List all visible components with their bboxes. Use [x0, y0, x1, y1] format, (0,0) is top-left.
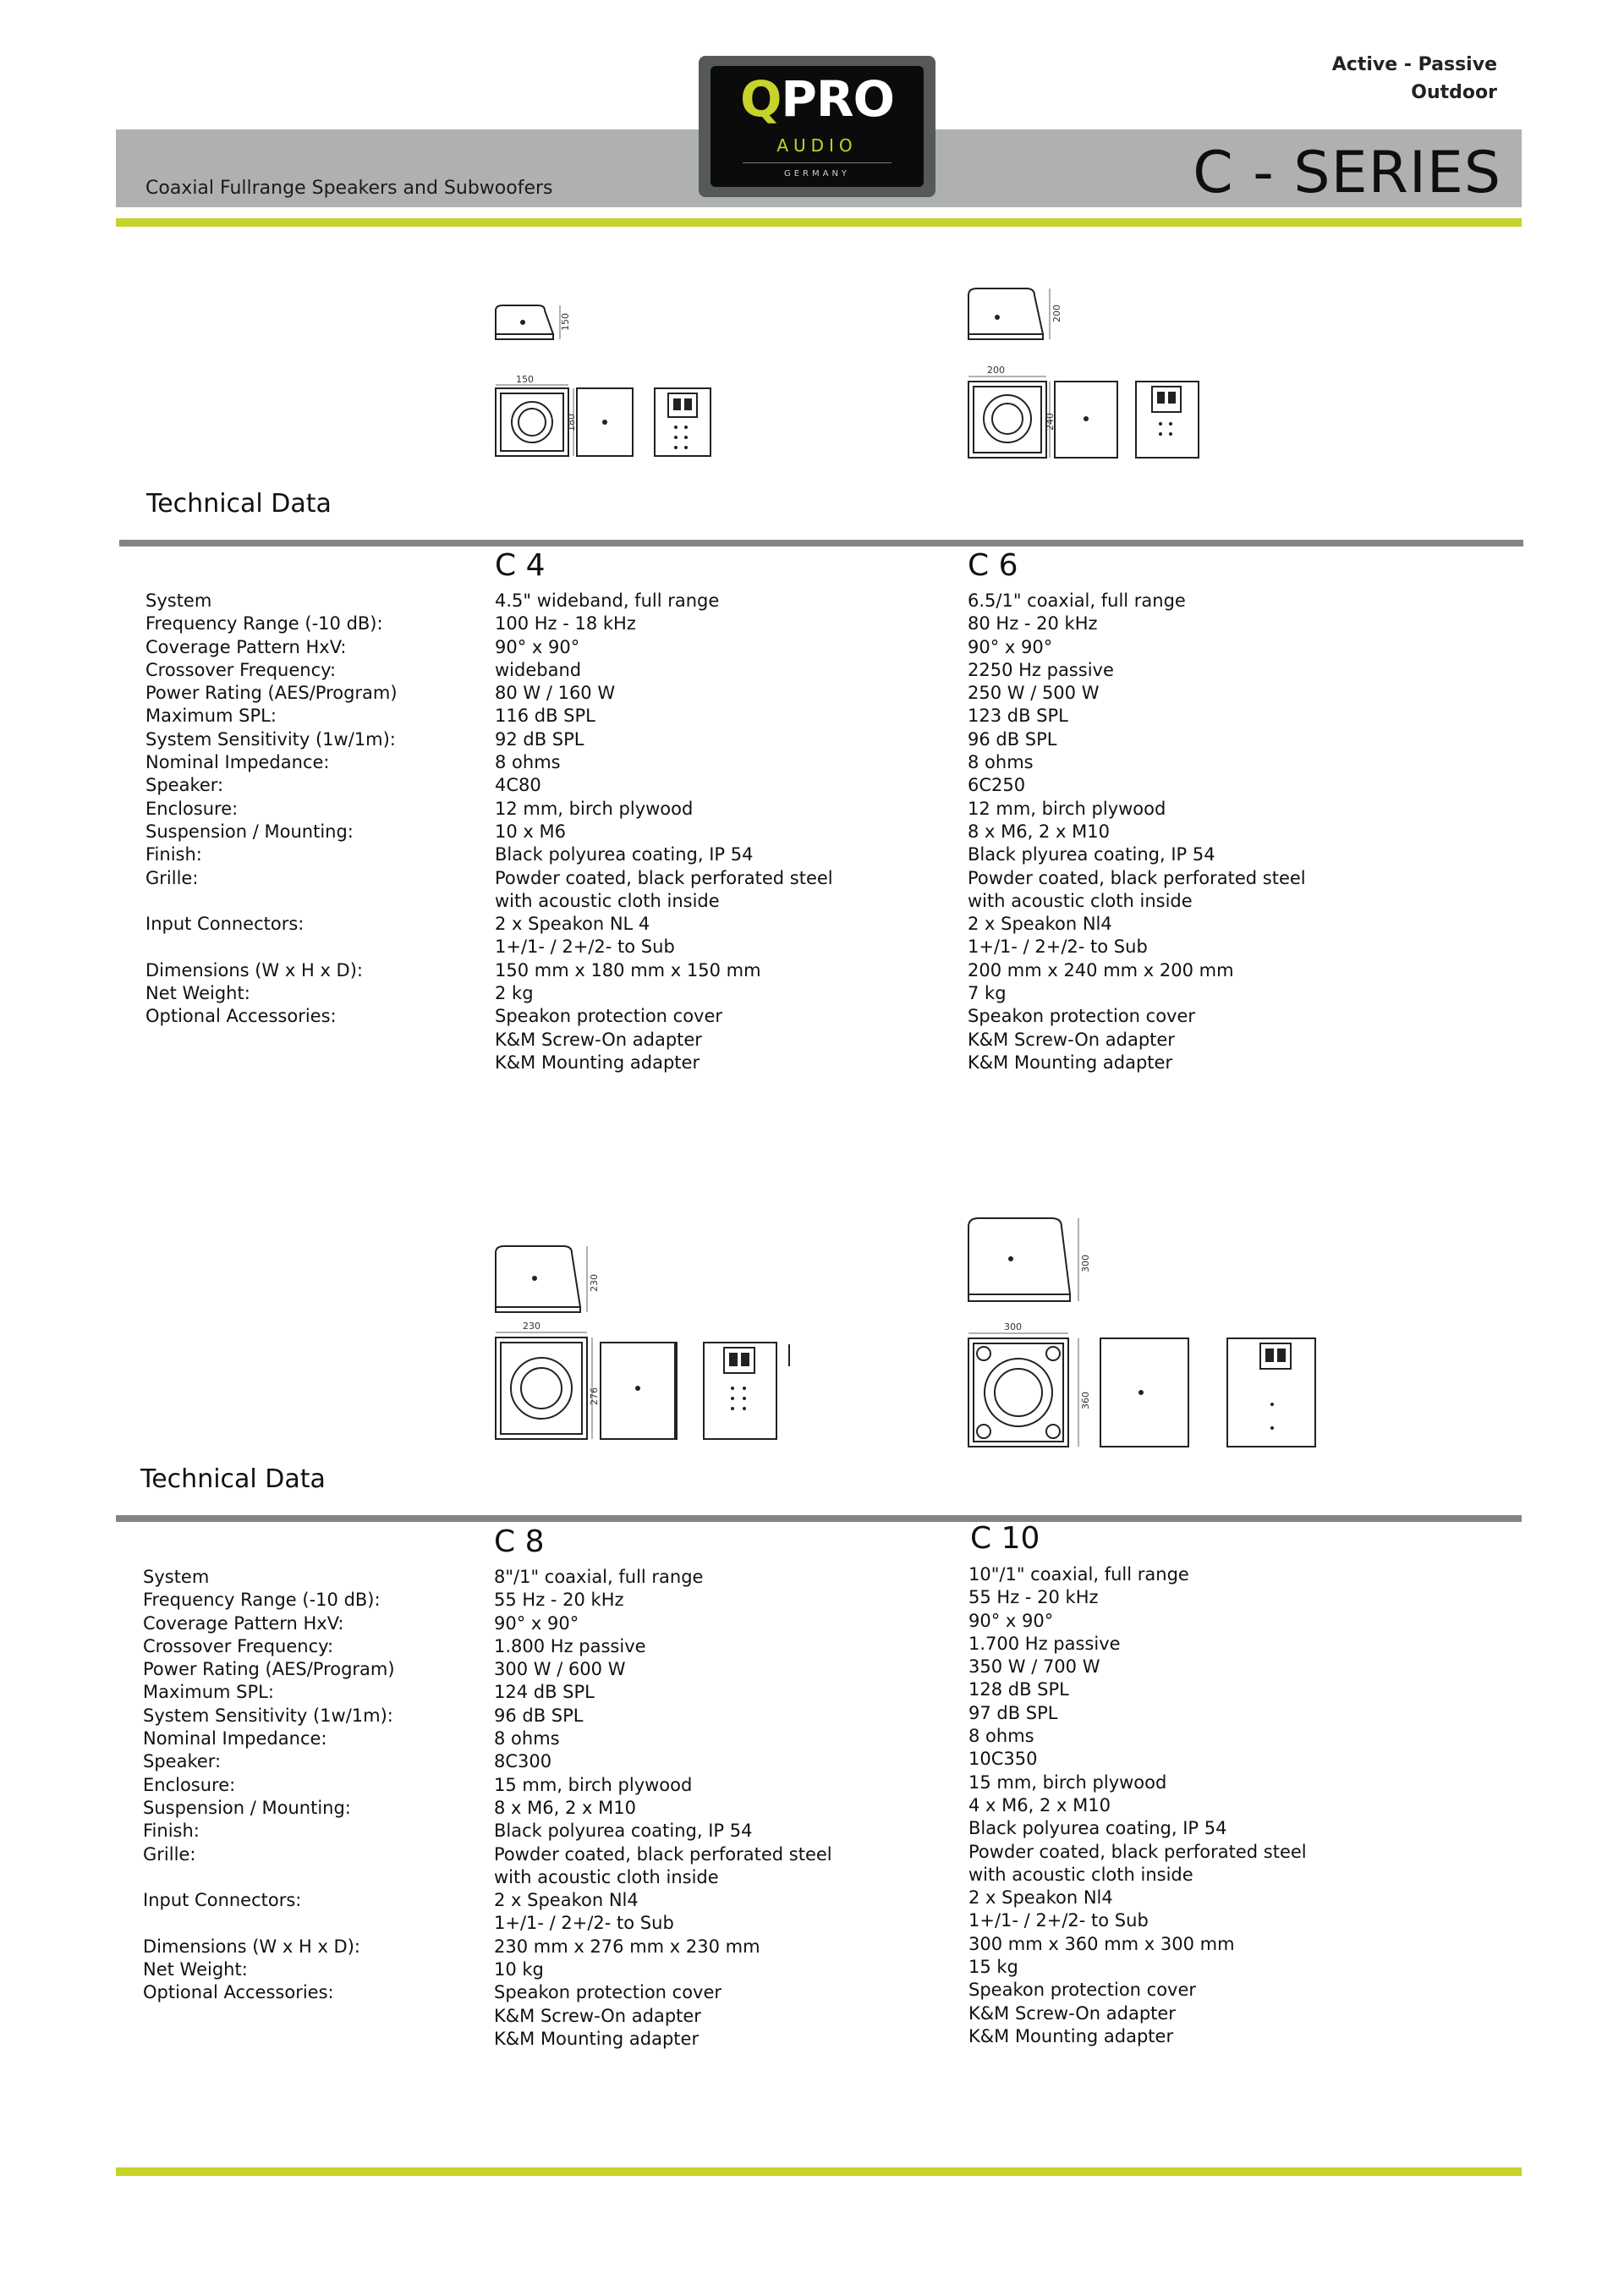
qpro-audio-logo [699, 56, 935, 197]
spec-label: Suspension / Mounting: [145, 821, 354, 842]
c6-dimension-drawing [962, 283, 1215, 461]
logo-q: Q [740, 70, 782, 128]
spec-value: 300 mm x 360 mm x 300 mm [968, 1933, 1235, 1954]
spec-value: wideband [495, 659, 582, 680]
spec-value: 97 dB SPL [968, 1702, 1058, 1723]
spec-value: Powder coated, black perforated steel [968, 1841, 1307, 1862]
spec-value: 80 Hz - 20 kHz [968, 613, 1098, 634]
spec-label [143, 1866, 395, 1889]
spec-label: Net Weight: [143, 1959, 248, 1980]
spec-label: Dimensions (W x H x D): [145, 959, 363, 980]
spec-value: 8 x M6, 2 x M10 [494, 1797, 636, 1818]
spec-value: 2 x Speakon Nl4 [968, 1887, 1113, 1909]
spec-value: 8 ohms [494, 1728, 560, 1749]
c8-dimension-drawing [489, 1239, 810, 1442]
c4-height-label: 180 [566, 414, 577, 431]
spec-value: Speakon protection cover [968, 1006, 1196, 1027]
spec-label: Net Weight: [145, 983, 250, 1004]
spec-label: Crossover Frequency: [143, 1635, 334, 1656]
spec-label: Frequency Range (-10 dB): [143, 1590, 381, 1611]
spec-label: Nominal Impedance: [143, 1728, 327, 1749]
spec-label: Finish: [143, 1821, 200, 1842]
spec-value: 7 kg [968, 983, 1007, 1004]
c8-spec-values [494, 1566, 832, 2051]
section2-title: Technical Data [140, 1464, 326, 1494]
spec-value: Black polyurea coating, IP 54 [494, 1821, 753, 1842]
spec-value: 8 x M6, 2 x M10 [968, 821, 1110, 842]
spec-value: 90° x 90° [968, 636, 1053, 657]
spec-value: 90° x 90° [968, 1610, 1054, 1631]
spec-value: Speakon protection cover [495, 1006, 723, 1027]
spec-label: Power Rating (AES/Program) [143, 1659, 395, 1680]
section2-rule [116, 1515, 1522, 1522]
spec-value: Speakon protection cover [968, 1980, 1197, 2001]
spec-value: 96 dB SPL [968, 728, 1057, 750]
spec-value: Black polyurea coating, IP 54 [495, 844, 754, 865]
logo-audio: AUDIO [776, 135, 858, 156]
spec-value: 150 mm x 180 mm x 150 mm [495, 959, 761, 980]
spec-value: 1+/1- / 2+/2- to Sub [494, 1913, 674, 1934]
c4-spec-values [495, 590, 833, 1074]
spec-value: 92 dB SPL [495, 728, 584, 750]
spec-label: Dimensions (W x H x D): [143, 1936, 360, 1957]
spec-value: 15 mm, birch plywood [968, 1771, 1167, 1793]
spec-label: Crossover Frequency: [145, 659, 337, 680]
c6-width-label: 200 [987, 365, 1005, 376]
spec-value: 15 mm, birch plywood [494, 1774, 693, 1795]
spec-value: 4 x M6, 2 x M10 [968, 1794, 1111, 1815]
spec-value: 80 W / 160 W [495, 683, 616, 704]
category-tags [1332, 51, 1497, 107]
spec-label [143, 1912, 395, 1935]
spec-value: with acoustic cloth inside [494, 1866, 719, 1887]
logo-divider [743, 162, 892, 163]
spec-label [145, 890, 398, 913]
c10-depth-label: 300 [1080, 1255, 1091, 1272]
spec-value: Black plyurea coating, IP 54 [968, 844, 1215, 865]
c8-model-name: C 8 [494, 1524, 545, 1559]
spec-value: 12 mm, birch plywood [968, 798, 1166, 819]
c6-depth-label: 200 [1051, 305, 1062, 322]
spec-label: Coverage Pattern HxV: [143, 1612, 344, 1634]
spec-value: 100 Hz - 18 kHz [495, 613, 636, 634]
spec-value: 124 dB SPL [494, 1682, 595, 1703]
spec-value: Speakon protection cover [494, 1982, 722, 2003]
spec-value: 250 W / 500 W [968, 683, 1100, 704]
c8-depth-label: 230 [589, 1274, 600, 1292]
section2-spec-labels [143, 1566, 395, 2005]
spec-value: 8C300 [494, 1751, 552, 1772]
c6-height-label: 240 [1045, 413, 1056, 431]
spec-label: Speaker: [145, 775, 224, 796]
spec-label: Finish: [145, 844, 202, 865]
spec-value: 1.700 Hz passive [968, 1633, 1121, 1654]
section1-spec-labels [145, 590, 398, 1029]
spec-value: K&M Screw-On adapter [494, 2005, 701, 2026]
spec-label: Maximum SPL: [143, 1682, 274, 1703]
spec-value: Black polyurea coating, IP 54 [968, 1818, 1227, 1839]
logo-country: GERMANY [783, 169, 851, 179]
spec-value: with acoustic cloth inside [968, 890, 1193, 911]
c10-width-label: 300 [1004, 1321, 1022, 1332]
spec-value: Powder coated, black perforated steel [968, 867, 1306, 888]
spec-label: Speaker: [143, 1751, 222, 1772]
spec-value: 1+/1- / 2+/2- to Sub [495, 937, 675, 958]
spec-label: Optional Accessories: [145, 1006, 337, 1027]
spec-value: 96 dB SPL [494, 1705, 584, 1726]
spec-label: Frequency Range (-10 dB): [145, 613, 383, 634]
spec-value: 2250 Hz passive [968, 659, 1114, 680]
spec-value: 1.800 Hz passive [494, 1635, 646, 1656]
spec-label: System [143, 1567, 210, 1587]
spec-label: Maximum SPL: [145, 706, 277, 727]
spec-value: with acoustic cloth inside [968, 1864, 1193, 1885]
spec-value: 10 kg [494, 1959, 544, 1980]
spec-value: K&M Mounting adapter [495, 1052, 700, 1073]
c10-height-label: 360 [1080, 1392, 1091, 1409]
spec-label: Grille: [143, 1843, 196, 1865]
header-accent-line [116, 218, 1522, 227]
spec-label: Enclosure: [143, 1774, 236, 1795]
spec-value: 55 Hz - 20 kHz [494, 1590, 624, 1611]
section1-rule [119, 540, 1523, 547]
spec-label: Power Rating (AES/Program) [145, 683, 398, 704]
spec-label [145, 936, 398, 958]
section1-title: Technical Data [146, 489, 332, 519]
spec-label: Input Connectors: [143, 1890, 302, 1911]
spec-label: Enclosure: [145, 798, 239, 819]
spec-label: Grille: [145, 867, 199, 888]
spec-value: 8 ohms [968, 752, 1034, 773]
c4-dimension-drawing [489, 300, 726, 461]
tag-active-passive: Active - Passive [1331, 54, 1497, 75]
spec-value: K&M Screw-On adapter [968, 1029, 1175, 1050]
spec-value: 4C80 [495, 775, 541, 796]
c6-model-name: C 6 [968, 548, 1018, 583]
spec-label: System Sensitivity (1w/1m): [145, 728, 396, 750]
spec-label: Input Connectors: [145, 914, 304, 935]
c10-spec-values [968, 1563, 1307, 2048]
spec-value: 2 x Speakon Nl4 [494, 1890, 639, 1911]
tag-outdoor: Outdoor [1411, 82, 1497, 103]
spec-value: 90° x 90° [494, 1612, 579, 1634]
c10-model-name: C 10 [970, 1521, 1040, 1556]
spec-value: 300 W / 600 W [494, 1659, 626, 1680]
spec-value: 10C350 [968, 1749, 1038, 1770]
c8-height-label: 276 [589, 1387, 600, 1405]
c4-model-name: C 4 [495, 548, 546, 583]
spec-label: System Sensitivity (1w/1m): [143, 1705, 393, 1726]
spec-value: 2 x Speakon Nl4 [968, 914, 1112, 935]
spec-value: 15 kg [968, 1957, 1018, 1978]
spec-value: 10 x M6 [495, 821, 566, 842]
series-title: C - SERIES [1193, 140, 1501, 206]
spec-value: Powder coated, black perforated steel [494, 1843, 832, 1865]
spec-value: 8 ohms [968, 1726, 1034, 1747]
spec-label: Nominal Impedance: [145, 752, 330, 773]
c6-spec-values [968, 590, 1306, 1074]
spec-value: with acoustic cloth inside [495, 890, 720, 911]
spec-value: Powder coated, black perforated steel [495, 867, 833, 888]
spec-label: Suspension / Mounting: [143, 1797, 351, 1818]
spec-value: 4.5" wideband, full range [495, 590, 720, 611]
spec-value: 2 kg [495, 983, 534, 1004]
spec-value: 10"/1" coaxial, full range [968, 1564, 1189, 1585]
spec-value: 90° x 90° [495, 636, 580, 657]
spec-value: 6C250 [968, 775, 1026, 796]
spec-label: Optional Accessories: [143, 1982, 334, 2003]
c4-width-label: 150 [516, 374, 534, 385]
spec-value: 8 ohms [495, 752, 561, 773]
spec-value: 350 W / 700 W [968, 1656, 1100, 1678]
spec-value: 123 dB SPL [968, 706, 1068, 727]
c8-width-label: 230 [523, 1321, 540, 1332]
spec-label: Coverage Pattern HxV: [145, 636, 347, 657]
spec-value: K&M Screw-On adapter [968, 2002, 1176, 2024]
series-subtitle: Coaxial Fullrange Speakers and Subwoofers [145, 178, 553, 199]
spec-value: 1+/1- / 2+/2- to Sub [968, 1910, 1149, 1931]
spec-value: 230 mm x 276 mm x 230 mm [494, 1936, 760, 1957]
spec-value: 8"/1" coaxial, full range [494, 1567, 704, 1587]
spec-value: K&M Screw-On adapter [495, 1029, 702, 1050]
footer-accent-line [116, 2167, 1522, 2176]
spec-value: K&M Mounting adapter [968, 1052, 1173, 1073]
spec-value: 12 mm, birch plywood [495, 798, 694, 819]
spec-value: 6.5/1" coaxial, full range [968, 590, 1186, 611]
c4-depth-label: 150 [560, 313, 571, 331]
spec-value: K&M Mounting adapter [494, 2028, 700, 2049]
spec-value: 116 dB SPL [495, 706, 595, 727]
spec-label: System [145, 590, 212, 611]
logo-pro: PRO [781, 70, 894, 128]
spec-value: K&M Mounting adapter [968, 2025, 1174, 2046]
spec-value: 55 Hz - 20 kHz [968, 1587, 1099, 1608]
spec-value: 200 mm x 240 mm x 200 mm [968, 959, 1234, 980]
c10-dimension-drawing [962, 1210, 1325, 1451]
spec-value: 128 dB SPL [968, 1679, 1069, 1700]
spec-value: 1+/1- / 2+/2- to Sub [968, 937, 1148, 958]
spec-value: 2 x Speakon NL 4 [495, 914, 650, 935]
